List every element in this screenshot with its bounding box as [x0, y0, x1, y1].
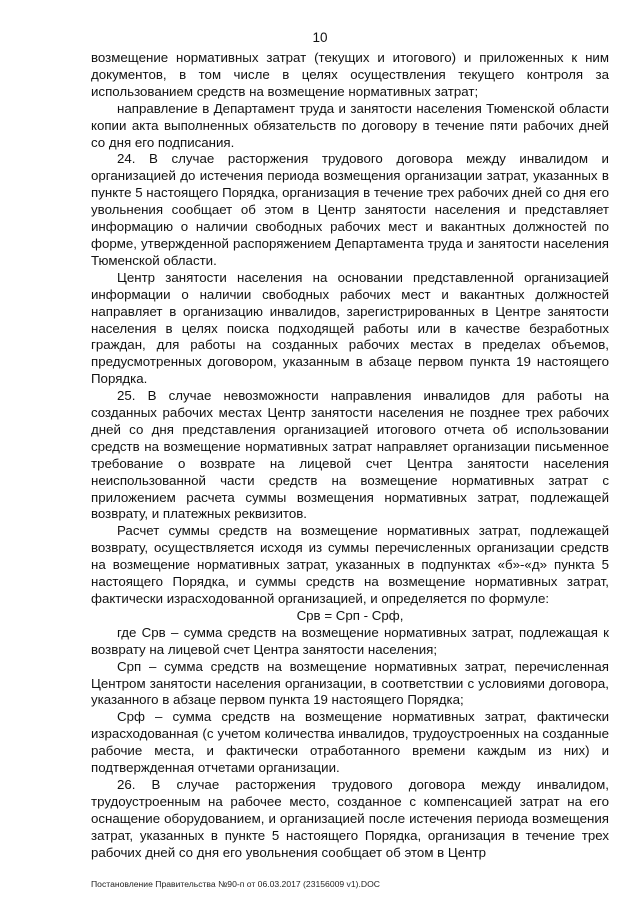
- paragraph: направление в Департамент труда и занятости населения Тюменской области копии акта выполненных обязательств по договору в течение пяти рабочих дней со дня его подписания.: [91, 100, 609, 150]
- formula: Срв = Срп - Срф,: [296, 607, 404, 623]
- paragraph-clause-24: 24. В случае расторжения трудового договора между инвалидом и организацией до истечения периода возмещения организации затрат, указанных в пункте 5 настоящего Порядка, организация в течение трех рабочих дней со дня его увольнения сообщает об этом в Центр занятости населения и представляет информацию о наличии свободных рабочих мест и вакантных должностей по форме, утвержденной распоряжением Департамента труда и занятости населения Тюменской области.: [91, 151, 609, 268]
- paragraph: возмещение нормативных затрат (текущих и итогового) и приложенных к ним документов, в том числе в целях осуществления текущего контроля за использованием средств на возмещение нормативных затрат;: [91, 50, 609, 99]
- paragraph-clause-26: 26. В случае расторжения трудового договора между инвалидом, трудоустроенным на рабочее место, созданное с компенсацией затрат на его оснащение оборудованием, и организацией после истечения периода возмещения затрат, указанных в пункте 5 настоящего Порядка, организация в течение трех рабочих дней со дня его увольнения сообщает об этом в Центр: [91, 776, 609, 860]
- page-number: 10: [312, 30, 328, 45]
- document-footer: Постановление Правительства №90-п от 06.03.2017 (23156009 v1).DOC: [91, 879, 380, 889]
- paragraph-definition-srf: Срф – сумма средств на возмещение нормативных затрат, фактически израсходованная (с учетом количества инвалидов, трудоустроенных на созданные рабочие места, и фактически отработанного времени каждым из них) и подтвержденная отчетами организации.: [91, 709, 609, 776]
- paragraph-definition-srp: Срп – сумма средств на возмещение нормативных затрат, перечисленная Центром занятости населения организации, в соответствии с условиями договора, указанного в абзаце первом пункта 19 настоящего Порядка;: [91, 658, 609, 708]
- paragraph-clause-25: 25. В случае невозможности направления инвалидов для работы на созданных рабочих местах Центр занятости населения не позднее трех рабочих дней со дня представления организацией итогового отчета об использовании средств на возмещение нормативных затрат направляет организации письменное требование о возврате на лицевой счет Центра занятости населения неиспользованной части средств на возмещение нормативных затрат с приложением расчета суммы возмещения нормативных затрат, подлежащей возврату, и платежных реквизитов.: [91, 388, 609, 522]
- document-body: [91, 50, 609, 862]
- paragraph: Центр занятости населения на основании представленной организацией информации о наличии свободных рабочих мест и вакантных должностей направляет в организацию инвалидов, зарегистрированных в Центре занятости населения в целях поиска подходящей работы или в качестве безработных граждан, для работы на созданных рабочих местах в пределах объемов, предусмотренных договором, указанным в абзаце первом пункта 19 настоящего Порядка.: [91, 269, 609, 387]
- paragraph-definition-srv: где Срв – сумма средств на возмещение нормативных затрат, подлежащая к возврату на лицевой счет Центра занятости населения;: [91, 624, 609, 657]
- paragraph: Расчет суммы средств на возмещение нормативных затрат, подлежащей возврату, осуществляется исходя из суммы перечисленных организации средств на возмещение нормативных затрат, указанных в подпунктах «б»-«д» пункта 5 настоящего Порядка, и суммы средств на возмещение нормативных затрат, фактически израсходованной организацией, и определяется по формуле:: [91, 523, 609, 606]
